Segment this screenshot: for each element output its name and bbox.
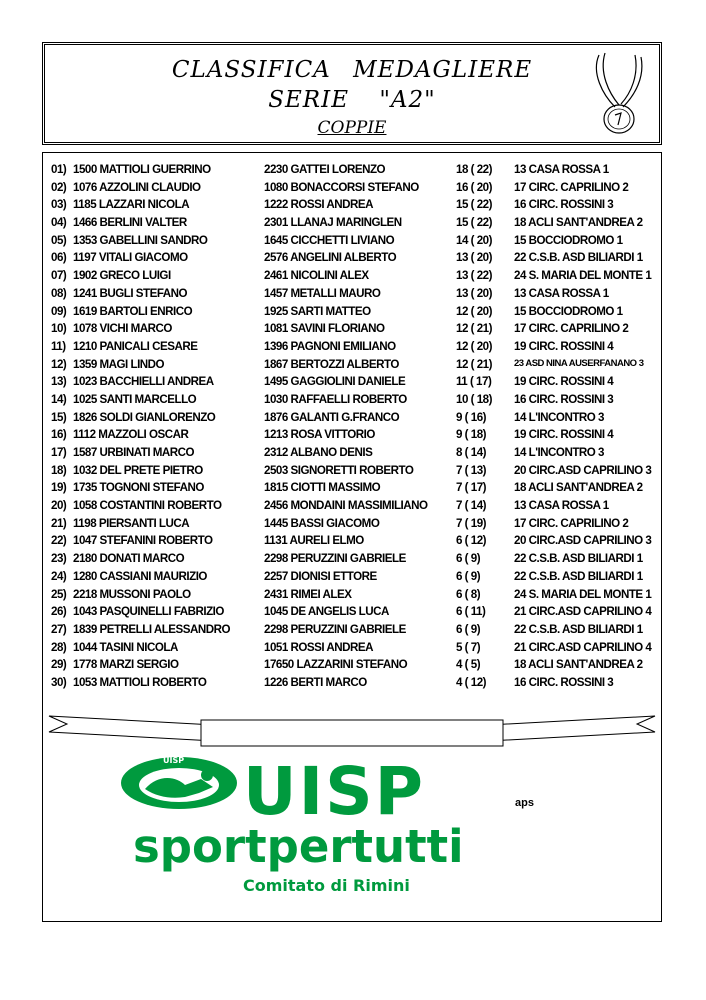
points-cell: 6 ( 11) bbox=[456, 605, 486, 619]
table-row bbox=[51, 338, 655, 356]
ribbon-banner bbox=[43, 708, 661, 748]
uisp-wordmark: UISP bbox=[243, 753, 426, 830]
points-cell: 8 ( 14) bbox=[456, 446, 487, 459]
player-2-cell: 1925 SARTI MATTEO bbox=[264, 304, 371, 318]
points-cell: 12 ( 20) bbox=[456, 339, 492, 353]
team-cell: 21 CIRC.ASD CAPRILINO 4 bbox=[514, 605, 652, 619]
rank-cell: 26) bbox=[51, 605, 67, 619]
team-cell: 20 CIRC.ASD CAPRILINO 3 bbox=[514, 534, 652, 548]
player-1-cell: 2180 DONATI MARCO bbox=[73, 552, 185, 566]
player-1-cell: 1241 BUGLI STEFANO bbox=[73, 286, 188, 300]
points-cell: 10 ( 18) bbox=[456, 392, 492, 406]
player-2-cell: 1876 GALANTI G.FRANCO bbox=[264, 410, 400, 424]
player-2-cell: 1867 BERTOZZI ALBERTO bbox=[264, 357, 399, 371]
points-cell: 15 ( 22) bbox=[456, 216, 492, 230]
svg-text:UISP: UISP bbox=[163, 756, 185, 765]
player-1-cell: 1280 CASSIANI MAURIZIO bbox=[73, 569, 207, 583]
table-row bbox=[51, 303, 655, 321]
team-cell: 17 CIRC. CAPRILINO 2 bbox=[514, 322, 629, 336]
points-cell: 7 ( 17) bbox=[456, 481, 487, 495]
rank-cell: 19) bbox=[51, 481, 67, 495]
rank-cell: 27) bbox=[51, 622, 67, 636]
team-cell: 20 CIRC.ASD CAPRILINO 3 bbox=[514, 463, 652, 477]
player-1-cell: 1359 MAGI LINDO bbox=[73, 357, 165, 371]
points-cell: 13 ( 20) bbox=[456, 286, 492, 300]
player-1-cell: 1185 LAZZARI NICOLA bbox=[73, 198, 190, 212]
player-1-cell: 1053 MATTIOLI ROBERTO bbox=[73, 675, 207, 689]
player-2-cell: 1445 BASSI GIACOMO bbox=[264, 516, 380, 530]
rank-cell: 12) bbox=[51, 357, 67, 371]
rank-cell: 07) bbox=[51, 269, 67, 283]
rank-cell: 09) bbox=[51, 304, 67, 318]
player-1-cell: 1839 PETRELLI ALESSANDRO bbox=[73, 622, 231, 636]
team-cell: 13 CASA ROSSA 1 bbox=[514, 286, 609, 300]
player-1-cell: 1778 MARZI SERGIO bbox=[73, 658, 179, 672]
team-cell: 18 ACLI SANT'ANDREA 2 bbox=[514, 658, 643, 672]
team-cell: 17 CIRC. CAPRILINO 2 bbox=[514, 516, 629, 530]
player-1-cell: 1078 VICHI MARCO bbox=[73, 322, 172, 336]
team-cell: 13 CASA ROSSA 1 bbox=[514, 499, 609, 513]
points-cell: 9 ( 16) bbox=[456, 410, 487, 424]
table-row bbox=[51, 426, 655, 444]
team-cell: 22 C.S.B. ASD BILIARDI 1 bbox=[514, 552, 643, 566]
table-row bbox=[51, 515, 655, 533]
table-row bbox=[51, 550, 655, 568]
title-line-1: CLASSIFICA MEDAGLIERE bbox=[171, 57, 533, 83]
rank-cell: 30) bbox=[51, 675, 67, 689]
title-header bbox=[42, 42, 662, 145]
team-cell: 17 CIRC. CAPRILINO 2 bbox=[514, 180, 629, 194]
rank-cell: 25) bbox=[51, 587, 67, 601]
team-cell: 18 ACLI SANT'ANDREA 2 bbox=[514, 216, 643, 230]
table-row bbox=[51, 196, 655, 214]
player-2-cell: 1396 PAGNONI EMILIANO bbox=[264, 339, 396, 353]
rank-cell: 08) bbox=[51, 286, 67, 300]
points-cell: 12 ( 21) bbox=[456, 357, 492, 371]
player-1-cell: 1023 BACCHIELLI ANDREA bbox=[73, 375, 214, 389]
rank-cell: 22) bbox=[51, 534, 67, 548]
standings-table bbox=[51, 161, 655, 692]
team-cell: 22 C.S.B. ASD BILIARDI 1 bbox=[514, 622, 643, 636]
rank-cell: 17) bbox=[51, 446, 67, 459]
points-cell: 7 ( 14) bbox=[456, 499, 487, 513]
player-1-cell: 1466 BERLINI VALTER bbox=[73, 216, 187, 230]
rank-cell: 20) bbox=[51, 499, 67, 513]
table-row bbox=[51, 214, 655, 232]
player-2-cell: 1457 METALLI MAURO bbox=[264, 286, 381, 300]
points-cell: 6 ( 12) bbox=[456, 534, 487, 548]
rank-cell: 24) bbox=[51, 569, 67, 583]
team-cell: 19 CIRC. ROSSINI 4 bbox=[514, 339, 614, 353]
team-cell: 22 C.S.B. ASD BILIARDI 1 bbox=[514, 251, 643, 265]
player-2-cell: 2456 MONDAINI MASSIMILIANO bbox=[264, 499, 428, 513]
player-2-cell: 2461 NICOLINI ALEX bbox=[264, 269, 369, 283]
rank-cell: 10) bbox=[51, 322, 67, 336]
table-row bbox=[51, 462, 655, 480]
points-cell: 6 ( 9) bbox=[456, 552, 481, 566]
points-cell: 12 ( 20) bbox=[456, 304, 492, 318]
team-cell: 18 ACLI SANT'ANDREA 2 bbox=[514, 481, 643, 495]
rank-cell: 21) bbox=[51, 516, 67, 530]
uisp-logo bbox=[43, 753, 661, 903]
player-2-cell: 1815 CIOTTI MASSIMO bbox=[264, 481, 381, 495]
team-cell: 24 S. MARIA DEL MONTE 1 bbox=[514, 269, 652, 283]
standings-box bbox=[42, 152, 662, 922]
player-1-cell: 1025 SANTI MARCELLO bbox=[73, 392, 197, 406]
player-2-cell: 2576 ANGELINI ALBERTO bbox=[264, 251, 397, 265]
table-row bbox=[51, 285, 655, 303]
table-row bbox=[51, 249, 655, 267]
player-2-cell: 2301 LLANAJ MARINGLEN bbox=[264, 216, 402, 230]
table-row bbox=[51, 532, 655, 550]
player-2-cell: 1045 DE ANGELIS LUCA bbox=[264, 605, 389, 619]
player-2-cell: 1222 ROSSI ANDREA bbox=[264, 198, 373, 212]
player-1-cell: 1735 TOGNONI STEFANO bbox=[73, 481, 204, 495]
player-2-cell: 2298 PERUZZINI GABRIELE bbox=[264, 552, 406, 566]
points-cell: 12 ( 21) bbox=[456, 322, 492, 336]
player-1-cell: 1353 GABELLINI SANDRO bbox=[73, 233, 208, 247]
tagline: sportpertutti bbox=[133, 820, 464, 873]
rank-cell: 23) bbox=[51, 552, 67, 566]
table-row bbox=[51, 356, 655, 374]
points-cell: 18 ( 22) bbox=[456, 163, 492, 176]
team-cell: 19 CIRC. ROSSINI 4 bbox=[514, 428, 614, 442]
table-row bbox=[51, 656, 655, 674]
team-cell: 16 CIRC. ROSSINI 3 bbox=[514, 675, 614, 689]
rank-cell: 14) bbox=[51, 392, 67, 406]
table-row bbox=[51, 639, 655, 657]
player-1-cell: 1197 VITALI GIACOMO bbox=[73, 251, 188, 265]
points-cell: 16 ( 20) bbox=[456, 180, 492, 194]
rank-cell: 18) bbox=[51, 463, 67, 477]
rank-cell: 28) bbox=[51, 640, 67, 654]
team-cell: 13 CASA ROSSA 1 bbox=[514, 163, 609, 176]
player-2-cell: 1495 GAGGIOLINI DANIELE bbox=[264, 375, 406, 389]
player-2-cell: 1030 RAFFAELLI ROBERTO bbox=[264, 392, 407, 406]
player-2-cell: 1081 SAVINI FLORIANO bbox=[264, 322, 385, 336]
points-cell: 14 ( 20) bbox=[456, 233, 492, 247]
rank-cell: 01) bbox=[51, 163, 67, 176]
team-cell: 14 L'INCONTRO 3 bbox=[514, 410, 604, 424]
rank-cell: 16) bbox=[51, 428, 67, 442]
rank-cell: 15) bbox=[51, 410, 67, 424]
aps-label: aps bbox=[515, 797, 534, 809]
points-cell: 4 ( 5) bbox=[456, 658, 481, 672]
points-cell: 9 ( 18) bbox=[456, 428, 487, 442]
table-row bbox=[51, 179, 655, 197]
player-1-cell: 1032 DEL PRETE PIETRO bbox=[73, 463, 203, 477]
table-row bbox=[51, 161, 655, 179]
points-cell: 7 ( 13) bbox=[456, 463, 487, 477]
rank-cell: 04) bbox=[51, 216, 67, 230]
player-1-cell: 1058 COSTANTINI ROBERTO bbox=[73, 499, 222, 513]
player-1-cell: 1587 URBINATI MARCO bbox=[73, 446, 195, 459]
player-2-cell: 2431 RIMEI ALEX bbox=[264, 587, 352, 601]
player-1-cell: 1619 BARTOLI ENRICO bbox=[73, 304, 193, 318]
player-2-cell: 17650 LAZZARINI STEFANO bbox=[264, 658, 408, 672]
rank-cell: 06) bbox=[51, 251, 67, 265]
rank-cell: 05) bbox=[51, 233, 67, 247]
player-1-cell: 1076 AZZOLINI CLAUDIO bbox=[73, 180, 201, 194]
points-cell: 6 ( 8) bbox=[456, 587, 481, 601]
player-2-cell: 1226 BERTI MARCO bbox=[264, 675, 367, 689]
team-cell: 19 CIRC. ROSSINI 4 bbox=[514, 375, 614, 389]
points-cell: 13 ( 20) bbox=[456, 251, 492, 265]
rank-cell: 03) bbox=[51, 198, 67, 212]
player-1-cell: 1047 STEFANINI ROBERTO bbox=[73, 534, 213, 548]
player-1-cell: 1112 MAZZOLI OSCAR bbox=[73, 428, 189, 442]
points-cell: 6 ( 9) bbox=[456, 569, 481, 583]
title-line-3: COPPIE bbox=[317, 118, 387, 138]
team-cell: 16 CIRC. ROSSINI 3 bbox=[514, 392, 614, 406]
points-cell: 4 ( 12) bbox=[456, 675, 487, 689]
team-cell: 22 C.S.B. ASD BILIARDI 1 bbox=[514, 569, 643, 583]
table-row bbox=[51, 674, 655, 692]
player-1-cell: 1826 SOLDI GIANLORENZO bbox=[73, 410, 216, 424]
team-cell: 21 CIRC.ASD CAPRILINO 4 bbox=[514, 640, 652, 654]
player-2-cell: 1213 ROSA VITTORIO bbox=[264, 428, 375, 442]
title-line-2: SERIE "A2" bbox=[268, 87, 436, 113]
team-cell: 24 S. MARIA DEL MONTE 1 bbox=[514, 587, 652, 601]
committee-name: Comitato di Rimini bbox=[243, 876, 410, 895]
player-1-cell: 1210 PANICALI CESARE bbox=[73, 339, 198, 353]
points-cell: 5 ( 7) bbox=[456, 640, 481, 654]
player-1-cell: 1500 MATTIOLI GUERRINO bbox=[73, 163, 211, 176]
table-row bbox=[51, 267, 655, 285]
points-cell: 13 ( 22) bbox=[456, 269, 492, 283]
team-cell: 15 BOCCIODROMO 1 bbox=[514, 304, 623, 318]
player-1-cell: 1044 TASINI NICOLA bbox=[73, 640, 178, 654]
team-cell: 14 L'INCONTRO 3 bbox=[514, 446, 604, 459]
table-row bbox=[51, 603, 655, 621]
points-cell: 6 ( 9) bbox=[456, 622, 481, 636]
player-2-cell: 1051 ROSSI ANDREA bbox=[264, 640, 373, 654]
table-row bbox=[51, 621, 655, 639]
table-row bbox=[51, 497, 655, 515]
rank-cell: 13) bbox=[51, 375, 67, 389]
points-cell: 11 ( 17) bbox=[456, 375, 492, 389]
team-cell: 16 CIRC. ROSSINI 3 bbox=[514, 198, 614, 212]
table-row bbox=[51, 232, 655, 250]
table-row bbox=[51, 391, 655, 409]
runner-emblem-icon bbox=[115, 753, 243, 813]
team-cell: 23 ASD NINA AUSERFANANO 3 bbox=[514, 357, 644, 369]
points-cell: 7 ( 19) bbox=[456, 516, 487, 530]
rank-cell: 11) bbox=[51, 339, 66, 353]
table-row bbox=[51, 586, 655, 604]
medal-icon bbox=[585, 51, 651, 139]
player-2-cell: 2257 DIONISI ETTORE bbox=[264, 569, 377, 583]
player-2-cell: 2230 GATTEI LORENZO bbox=[264, 163, 386, 176]
table-row bbox=[51, 409, 655, 427]
player-2-cell: 1645 CICCHETTI LIVIANO bbox=[264, 233, 395, 247]
player-1-cell: 2218 MUSSONI PAOLO bbox=[73, 587, 191, 601]
table-row bbox=[51, 320, 655, 338]
player-2-cell: 2298 PERUZZINI GABRIELE bbox=[264, 622, 406, 636]
player-2-cell: 2503 SIGNORETTI ROBERTO bbox=[264, 463, 414, 477]
player-2-cell: 2312 ALBANO DENIS bbox=[264, 446, 373, 459]
table-row bbox=[51, 479, 655, 497]
rank-cell: 29) bbox=[51, 658, 67, 672]
rank-cell: 02) bbox=[51, 180, 67, 194]
points-cell: 15 ( 22) bbox=[456, 198, 492, 212]
player-1-cell: 1043 PASQUINELLI FABRIZIO bbox=[73, 605, 224, 619]
team-cell: 15 BOCCIODROMO 1 bbox=[514, 233, 623, 247]
table-row bbox=[51, 444, 655, 462]
table-row bbox=[51, 373, 655, 391]
player-1-cell: 1198 PIERSANTI LUCA bbox=[73, 516, 190, 530]
player-1-cell: 1902 GRECO LUIGI bbox=[73, 269, 171, 283]
table-row bbox=[51, 568, 655, 586]
player-2-cell: 1080 BONACCORSI STEFANO bbox=[264, 180, 419, 194]
player-2-cell: 1131 AURELI ELMO bbox=[264, 534, 364, 548]
